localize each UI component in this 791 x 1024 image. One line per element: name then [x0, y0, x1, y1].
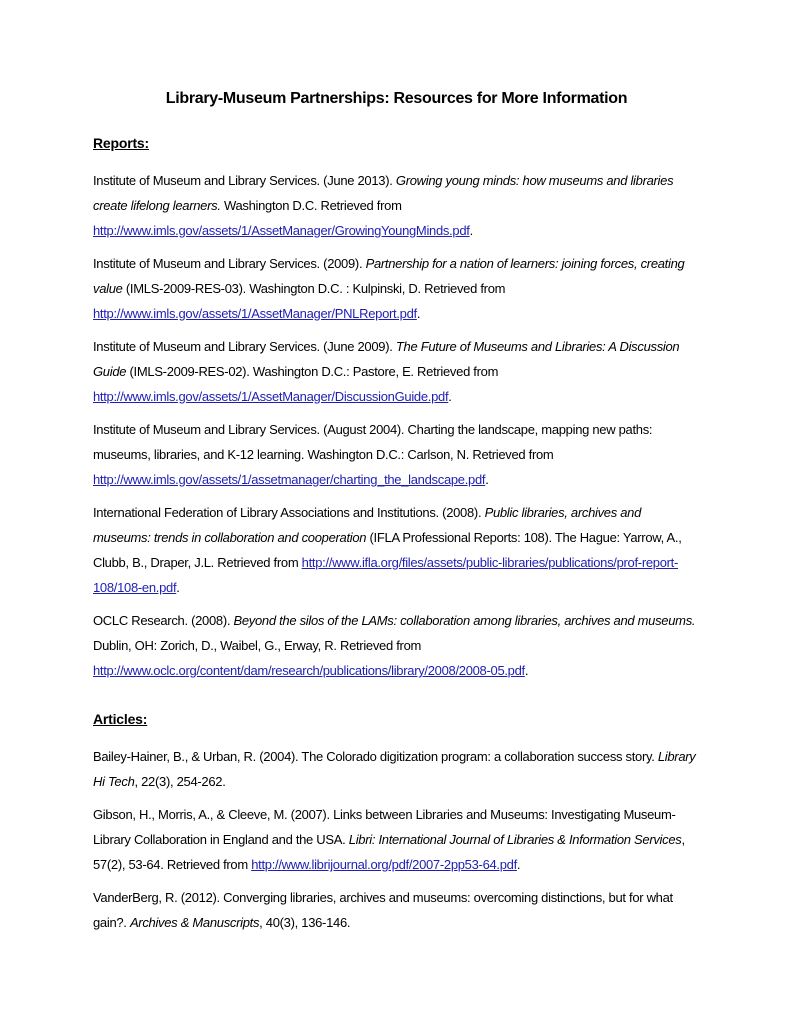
citation-link[interactable]: http://www.imls.gov/assets/1/AssetManager/DiscussionGuide.pdf: [93, 389, 449, 404]
section-reports: [93, 134, 700, 683]
citation-title-italic: Library Hi Tech: [93, 749, 696, 789]
citation-text: .: [524, 663, 529, 678]
citation-reports-5: [93, 500, 700, 600]
citation-title-italic: Partnership for a nation of learners: joining forces, creating value: [93, 256, 685, 296]
section-articles: [93, 710, 700, 935]
citation-title-italic: Public libraries, archives and museums: trends in collaboration and cooperation: [93, 505, 642, 545]
citation-link[interactable]: http://www.ifla.org/files/assets/public-libraries/publications/prof-report-108/108-en.pdf: [93, 555, 679, 595]
citation-text: Dublin, OH: Zorich, D., Waibel, G., Erway, R. Retrieved from: [93, 638, 422, 653]
document-body: [93, 134, 700, 935]
citation-link[interactable]: http://www.librijournal.org/pdf/2007-2pp53-64.pdf: [251, 857, 517, 872]
citation-text: Institute of Museum and Library Services. (2009).: [93, 256, 366, 271]
citation-articles-1: [93, 744, 700, 794]
citation-link[interactable]: http://www.oclc.org/content/dam/research/publications/library/2008/2008-05.pdf: [93, 663, 525, 678]
citation-title-italic: Libri: International Journal of Libraries & Information Services: [348, 832, 682, 847]
citation-text: Bailey-Hainer, B., & Urban, R. (2004). The Colorado digitization program: a collaboration success story.: [93, 749, 658, 764]
citation-text: (IFLA Professional Reports: 108). The Hague: Yarrow, A., Clubb, B., Draper, J.L. Retrieved from: [93, 530, 682, 570]
citation-text: Gibson, H., Morris, A., & Cleeve, M. (2007). Links between Libraries and Museums: Investigating Museum-Library Collaboration in England and the USA.: [93, 807, 676, 847]
citation-text: .: [469, 223, 473, 238]
citation-text: VanderBerg, R. (2012). Converging libraries, archives and museums: overcoming distinctions, but for what gain?.: [93, 890, 673, 930]
citation-text: .: [448, 389, 452, 404]
citation-reports-3: [93, 334, 700, 409]
citation-text: , 40(3), 136-146.: [259, 915, 351, 930]
citation-reports-2: [93, 251, 700, 326]
citation-link[interactable]: http://www.imls.gov/assets/1/assetmanager/charting_the_landscape.pdf: [93, 472, 486, 487]
citation-text: .: [516, 857, 521, 872]
citation-text: (IMLS-2009-RES-03). Washington D.C. : Kulpinski, D. Retrieved from: [122, 281, 506, 296]
citation-text: .: [485, 472, 489, 487]
citation-link[interactable]: http://www.imls.gov/assets/1/AssetManager/GrowingYoungMinds.pdf: [93, 223, 470, 238]
section-heading-articles: Articles:: [93, 711, 148, 727]
citation-text: .: [416, 306, 421, 321]
citation-title-italic: Beyond the silos of the LAMs: collaboration among libraries, archives and museums.: [233, 613, 696, 628]
section-heading-reports: Reports:: [93, 135, 149, 151]
citation-text: Institute of Museum and Library Services. (June 2013).: [93, 173, 396, 188]
citation-text: Institute of Museum and Library Services. (June 2009).: [93, 339, 396, 354]
citation-link[interactable]: http://www.imls.gov/assets/1/AssetManager/PNLReport.pdf: [93, 306, 417, 321]
citation-title-italic: The Future of Museums and Libraries: A Discussion Guide: [93, 339, 680, 379]
citation-title-italic: Archives & Manuscripts: [129, 915, 260, 930]
citation-text: (IMLS-2009-RES-02). Washington D.C.: Pastore, E. Retrieved from: [126, 364, 499, 379]
citation-articles-2: [93, 802, 700, 877]
citation-text: , 57(2), 53-64. Retrieved from: [93, 832, 685, 872]
citation-text: Institute of Museum and Library Services. (August 2004). Charting the landscape, mapping new paths: museums, libraries, and K-12 learning. Washington D.C.: Carlson, N. Retrieved from: [93, 422, 653, 462]
citation-text: , 22(3), 254-262.: [134, 774, 226, 789]
citation-articles-3: [93, 885, 700, 935]
citation-text: International Federation of Library Associations and Institutions. (2008).: [93, 505, 485, 520]
citation-reports-6: [93, 608, 700, 683]
document-title: Library-Museum Partnerships: Resources for More Information: [165, 90, 628, 107]
citation-text: Washington D.C. Retrieved from: [220, 198, 402, 213]
citation-text: OCLC Research. (2008).: [93, 613, 234, 628]
citation-text: .: [176, 580, 180, 595]
citation-title-italic: Growing young minds: how museums and libraries create lifelong learners.: [93, 173, 674, 213]
citation-reports-4: [93, 417, 700, 492]
citation-reports-1: [93, 168, 700, 243]
